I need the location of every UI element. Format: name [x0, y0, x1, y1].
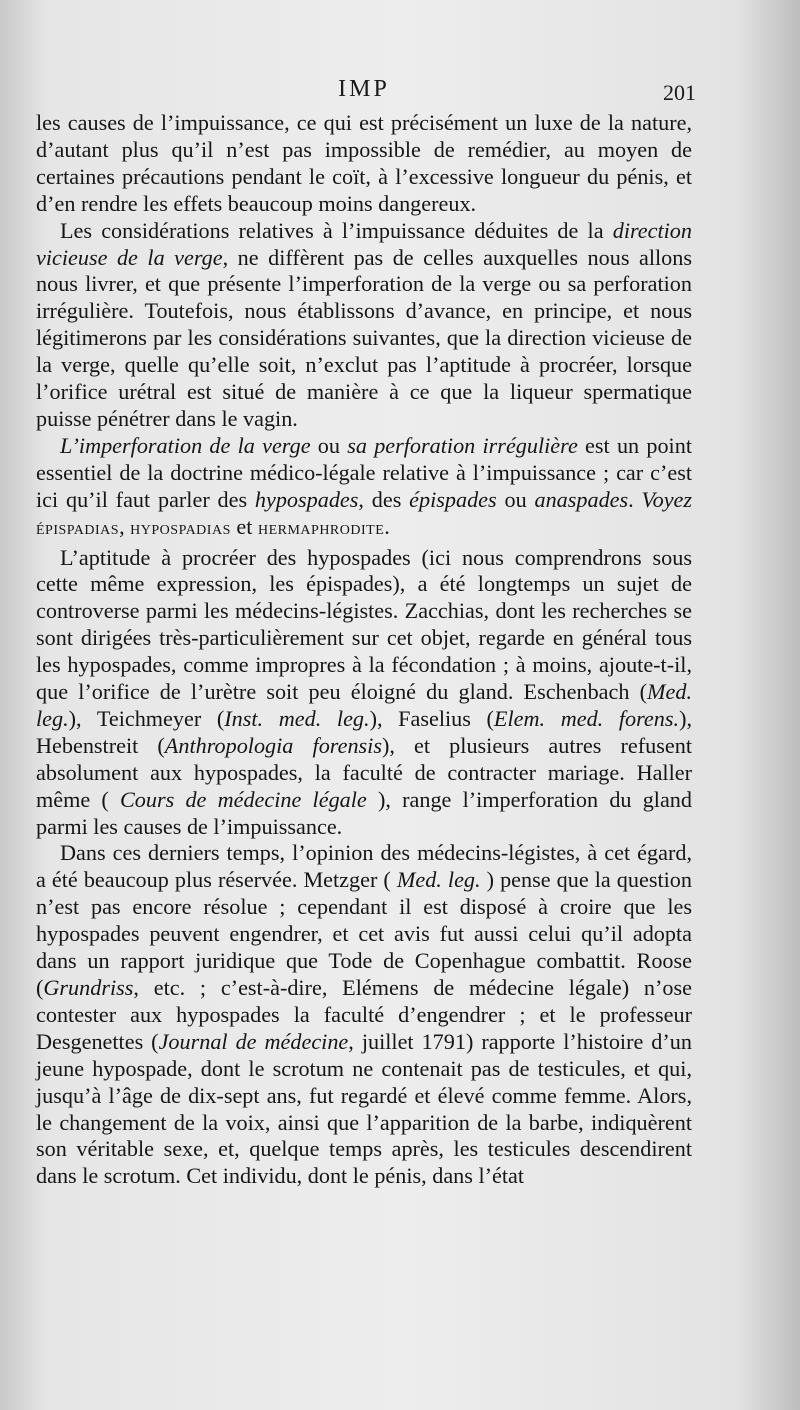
italic-text: Cours de médecine légale — [120, 786, 367, 812]
text-run: ), Hebenstreit ( — [36, 705, 692, 758]
paragraph-1 — [36, 110, 692, 218]
text-run: , etc. ; c’est-à-dire, Elémens de médecine légale) n’ose contester aux hypospades la faculté d’engendrer ; et le professeur Desgenettes ( — [36, 975, 692, 1054]
italic-text: Anthropologia forensis — [164, 732, 382, 758]
paragraph-4 — [36, 545, 692, 841]
running-head: IMP — [338, 76, 390, 102]
paragraph-5 — [36, 840, 692, 1190]
italic-text: direction vicieuse de la verge — [36, 217, 692, 270]
text-run: ), et plusieurs autres refusent absolument aux hypospades, la faculté de contracter mariage. Haller même ( — [36, 732, 692, 812]
italic-text: anaspades — [534, 486, 629, 512]
text-run: ) pense que la question n’est pas encore résolue ; cependant il est disposé à croire que les hypospades peuvent engendrer, et cet avis fut aussi celui qu’il adopta dans un rapport juridique que Tode de Copenhague combattit. Roose ( — [36, 867, 692, 1000]
text-run: ou — [496, 486, 535, 512]
italic-text: Med. leg. — [396, 867, 481, 893]
italic-text: Med. leg. — [36, 679, 692, 731]
text-run: ou — [310, 432, 348, 458]
text-run: . — [384, 513, 390, 539]
italic-text: Inst. med. leg. — [224, 705, 370, 731]
text-run: Dans ces derniers temps, l’opinion des médecins-légistes, à cet égard, a été beaucoup plus réservée. Metzger ( — [36, 840, 692, 893]
text-run: Les considérations relatives à l’impuissance déduites de la — [60, 217, 613, 243]
text-run: est un point essentiel de la doctrine médico-légale relative à l’impuissance ; car c’est ici qu’il faut parler des — [36, 432, 692, 512]
text-run: , ne diffèrent pas de celles auxquelles nous allons nous livrer, et que présente l’imperforation de la verge ou sa perforation irrégulière. Toutefois, nous établissons d’avance, en principe, et nous légitimerons par les considérations suivantes, que la direction vicieuse de la verge, quelle qu’elle soit, n’exclut pas l’aptitude à procréer, lorsque l’orifice urétral est situé de manière à ce que la liqueur spermatique puisse pénétrer dans le vagin. — [36, 244, 692, 431]
text-run: , des — [358, 486, 410, 512]
paragraph-3 — [36, 433, 692, 545]
text-run: ), Faselius ( — [369, 705, 494, 731]
italic-text: Grundriss — [43, 975, 134, 1000]
italic-text: hypospades — [254, 486, 359, 512]
italic-text: L’imperforation de la verge — [60, 432, 311, 458]
text-run: ), Teichmeyer ( — [68, 705, 225, 731]
small-caps-text: HYPOSPADIAS — [130, 522, 231, 538]
italic-text: Voyez — [641, 486, 693, 512]
italic-text: épispades — [409, 486, 497, 512]
page-body — [36, 110, 692, 1190]
italic-text: Journal de médecine — [158, 1028, 349, 1054]
paragraph-2 — [36, 218, 692, 433]
page-number: 201 — [663, 80, 696, 105]
text-run: . — [628, 486, 642, 512]
italic-text: Elem. med. forens. — [493, 705, 680, 731]
text-run: L’aptitude à procréer des hypospades (ici nous comprendrons sous cette même expression, les épispades), a été longtemps un sujet de controverse parmi les médecins-légistes. Zacchias, dont les recherches se sont dirigées très-particulièrement sur cet objet, regarde en général tous les hypospades, comme impropres à la fécondation ; à moins, ajoute-t-il, que l’orifice de l’urètre soit peu éloigné du gland. Eschenbach ( — [36, 544, 692, 705]
italic-text: sa perforation irrégulière — [347, 432, 578, 458]
text-run: , juillet 1791) rapporte l’histoire d’un jeune hypospade, dont le scrotum ne contenait pas de testicules, et qui, jusqu’à l’âge de dix-sept ans, fut regardé et élevé comme femme. Alors, le changement de la voix, ainsi que l’apparition de la barbe, indiquèrent son véritable sexe, et, quelque temps après, les testicules descendirent dans le scrotum. Cet individu, dont le pénis, dans l’état — [36, 1028, 692, 1189]
small-caps-text: ÉPISPADIAS — [36, 522, 120, 538]
text-run: ), range l’imperforation du gland parmi les causes de l’impuissance. — [36, 786, 692, 839]
page-header — [36, 76, 696, 106]
text-run: les causes de l’impuissance, ce qui est précisément un luxe de la nature, d’autant plus qu’il n’est pas impossible de remédier, au moyen de certaines précautions pendant le coït, à l’excessive longueur du pénis, et d’en rendre les effets beaucoup moins dangereux. — [36, 110, 692, 216]
small-caps-text: HERMAPHRODITE — [257, 522, 385, 538]
text-run: , — [119, 513, 131, 539]
text-run: et — [230, 513, 258, 539]
